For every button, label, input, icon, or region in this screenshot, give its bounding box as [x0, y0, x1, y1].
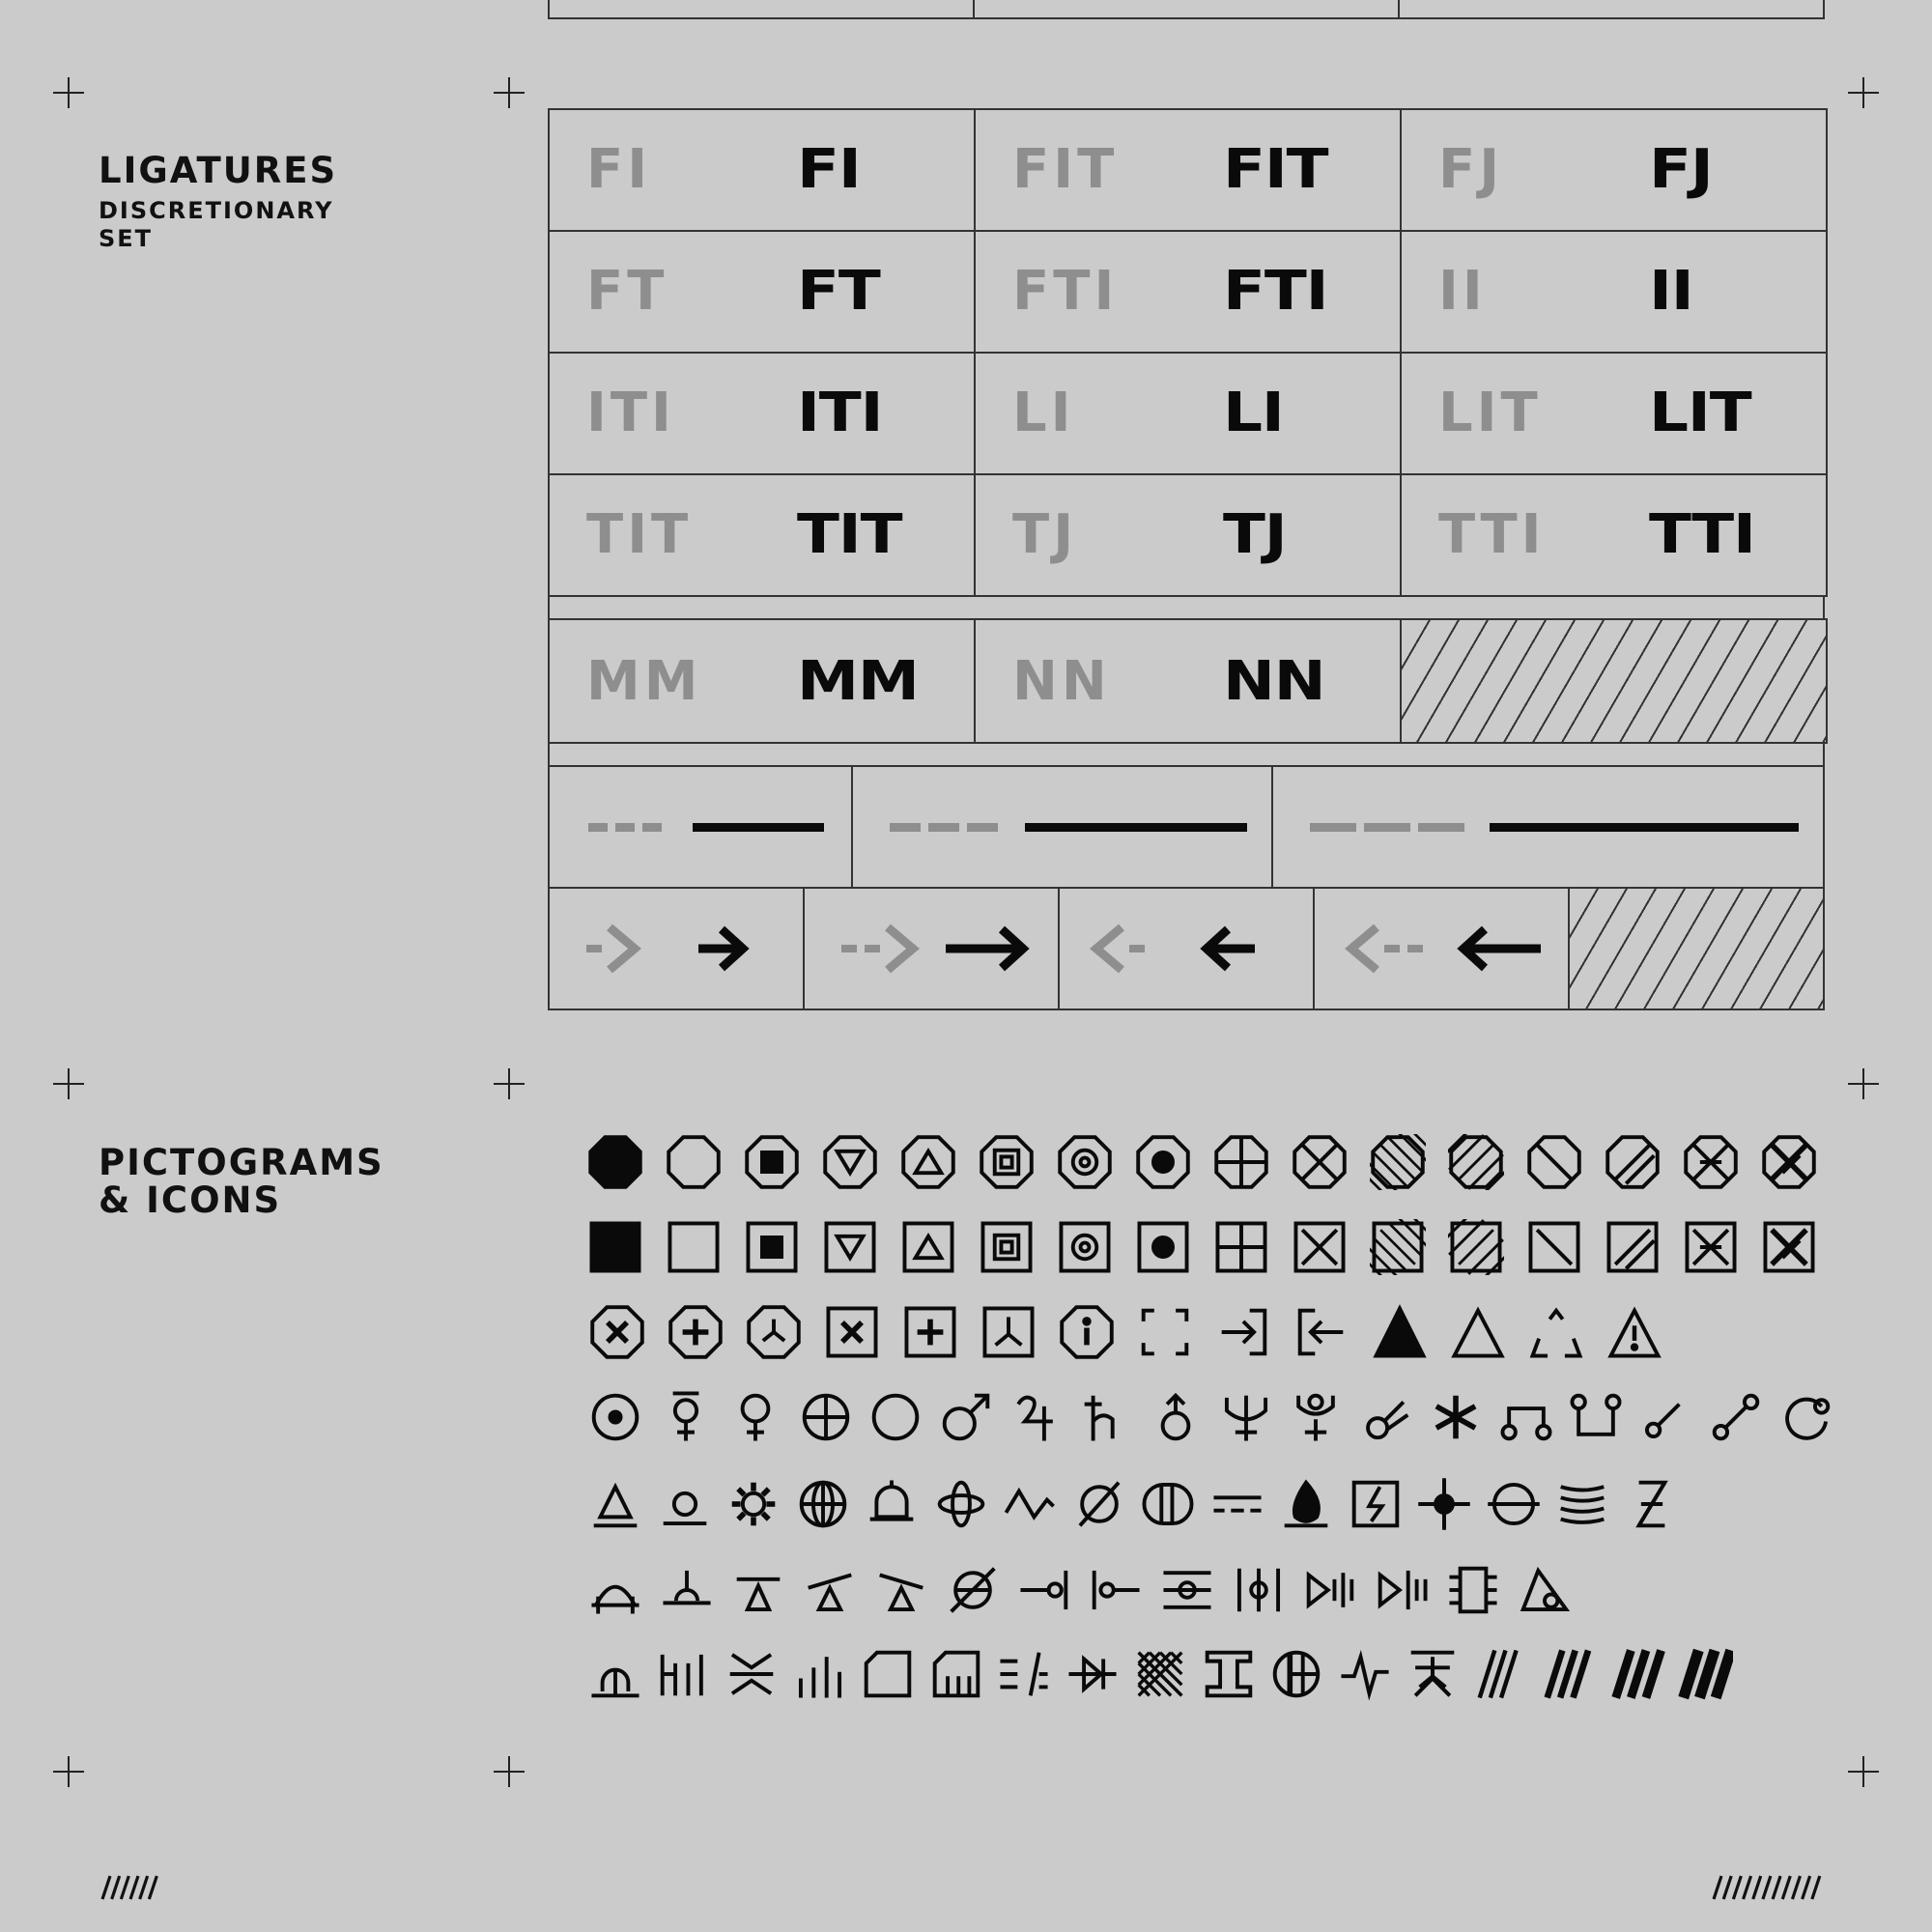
- grid-spacer: [548, 595, 1825, 620]
- octagon-up-triangle-icon: [900, 1134, 956, 1190]
- ligature-output: FTI: [1223, 260, 1328, 323]
- octagon-nested-square-icon: [979, 1134, 1035, 1190]
- ligature-input: TTI: [1438, 503, 1546, 566]
- ligatures-subtitle-2: SET: [99, 225, 154, 252]
- square-close-icon: [824, 1304, 880, 1360]
- octagon-down-triangle-icon: [822, 1134, 878, 1190]
- document-bars-icon: [928, 1646, 984, 1702]
- octagon-dot-icon: [1135, 1134, 1191, 1190]
- globe-cross-icon: [798, 1389, 854, 1445]
- ligature-cell: [974, 352, 1402, 475]
- scale-tilt-icon: [873, 1562, 929, 1618]
- node-link-icon: [1498, 1389, 1554, 1445]
- hyphen-mark: [615, 823, 635, 832]
- octagon-x-bold-icon: [1761, 1134, 1817, 1190]
- octagon-info-icon: [1059, 1304, 1115, 1360]
- slash-mark: [140, 1876, 148, 1899]
- chip-icon: [1445, 1562, 1501, 1618]
- crosshair-mark: [53, 77, 84, 108]
- square-ring-icon: [1057, 1219, 1113, 1275]
- crosshair-mark: [494, 1068, 525, 1099]
- i-beam-icon: [1201, 1646, 1257, 1702]
- octagon-radiation-icon: [746, 1304, 802, 1360]
- arrow-ligature-cell: [548, 887, 805, 1010]
- empty-set-icon: [1071, 1476, 1127, 1532]
- diode-icon: [1065, 1646, 1121, 1702]
- document-icon: [860, 1646, 916, 1702]
- footer-right-mark: [1710, 1874, 1824, 1905]
- ligature-input: NN: [1012, 650, 1111, 713]
- arrow-ligature-cell: [803, 887, 1060, 1010]
- square-grid-icon: [1213, 1219, 1269, 1275]
- play-bars-alt-icon: [1374, 1562, 1430, 1618]
- slash-mark: [112, 1876, 120, 1899]
- octagon-close-icon: [589, 1304, 645, 1360]
- square-slash-double-icon: [1605, 1219, 1661, 1275]
- ligature-cell: [1400, 473, 1828, 597]
- ligature-input: FJ: [1438, 138, 1504, 201]
- saturn-icon: [1078, 1389, 1134, 1445]
- slash-mark: [1733, 1876, 1741, 1899]
- jupiter-icon: [1008, 1389, 1064, 1445]
- square-down-triangle-icon: [822, 1219, 878, 1275]
- ligature-cell: [974, 473, 1402, 597]
- square-x-double-icon: [1683, 1219, 1739, 1275]
- square-x-bold-icon: [1761, 1219, 1817, 1275]
- snowflake-grid-icon: [1132, 1646, 1188, 1702]
- square-hatch-dense-icon: [1370, 1219, 1426, 1275]
- dash-line: [1025, 823, 1247, 832]
- ligature-output: FI: [797, 138, 861, 201]
- less-than-mark: [1096, 927, 1122, 970]
- triangle-icon: [1450, 1304, 1506, 1360]
- greater-than-mark: [888, 927, 913, 970]
- ratio-icon: [996, 1646, 1052, 1702]
- enter-icon: [1215, 1304, 1271, 1360]
- ligature-output: II: [1649, 260, 1693, 323]
- ligature-input: FTI: [1012, 260, 1119, 323]
- dna-icon: [1624, 1476, 1680, 1532]
- slash-mark: [102, 1876, 110, 1899]
- lightning-box-icon: [1348, 1476, 1404, 1532]
- octagon-plus-icon: [668, 1304, 724, 1360]
- stripes-heavy-icon: [1677, 1646, 1733, 1702]
- octagon-crosshair-icon: [1213, 1134, 1269, 1190]
- less-than-mark: [1351, 927, 1377, 970]
- circle-bar-icon: [1486, 1476, 1542, 1532]
- hyphen-mark: [586, 945, 602, 952]
- ligature-cell: [974, 230, 1402, 354]
- slash-mark: [1723, 1876, 1731, 1899]
- atom-icon: [933, 1476, 989, 1532]
- crosshair-mark: [1848, 1756, 1879, 1787]
- ligatures-subtitle: DISCRETIONARY: [99, 197, 334, 224]
- ligature-input: FI: [586, 138, 652, 201]
- capsule-icon: [1140, 1476, 1196, 1532]
- octagon-square-icon: [744, 1134, 800, 1190]
- uranus-icon: [1148, 1389, 1204, 1445]
- slash-mark: [1803, 1876, 1810, 1899]
- bell-icon: [864, 1476, 920, 1532]
- dash-line: [1490, 823, 1799, 832]
- omega-icon: [587, 1646, 643, 1702]
- pictograms-title: PICTOGRAMS: [99, 1142, 384, 1183]
- ligature-cell: [1400, 352, 1828, 475]
- hatched-empty-cell: [1400, 618, 1828, 744]
- square-hatch-icon: [1448, 1219, 1504, 1275]
- slash-mark: [149, 1876, 156, 1899]
- stripes-medium-icon: [1541, 1646, 1597, 1702]
- slash-mark: [121, 1876, 128, 1899]
- ligature-output: FIT: [1223, 138, 1328, 201]
- octagon-ring-icon: [1057, 1134, 1113, 1190]
- ligature-output: TTI: [1649, 503, 1755, 566]
- play-bars-icon: [1302, 1562, 1358, 1618]
- hatched-empty-cell: [1568, 887, 1825, 1010]
- ligature-output: LI: [1223, 382, 1284, 444]
- ligature-input: MM: [586, 650, 702, 713]
- slash-mark: [1744, 1876, 1751, 1899]
- dash-ligature-cell: [851, 765, 1273, 889]
- square-slash-icon: [1526, 1219, 1582, 1275]
- ligature-output: TJ: [1223, 503, 1287, 566]
- arrow-ligature-cell: [1058, 887, 1315, 1010]
- slash-mark: [1714, 1876, 1721, 1899]
- arrow-ligature-cell: [1313, 887, 1570, 1010]
- square-dot-icon: [1135, 1219, 1191, 1275]
- octagon-icon: [666, 1134, 722, 1190]
- ligature-output: ITI: [797, 382, 883, 444]
- sunrise-icon: [657, 1476, 713, 1532]
- bracket-bars-icon: [656, 1646, 712, 1702]
- water-waves-icon: [1554, 1476, 1610, 1532]
- octagon-x-double-icon: [1683, 1134, 1739, 1190]
- stripes-bold-icon: [1609, 1646, 1665, 1702]
- compress-icon: [724, 1646, 780, 1702]
- hyphen-mark: [1418, 823, 1464, 832]
- ligature-input: ITI: [586, 382, 675, 444]
- square-nested-square-icon: [979, 1219, 1035, 1275]
- octagon-hatch-dense-icon: [1370, 1134, 1426, 1190]
- square-x-icon: [1292, 1219, 1348, 1275]
- prev-table-cell: [548, 0, 975, 19]
- asterisk-icon: [1428, 1389, 1484, 1445]
- slash-mark: [130, 1876, 138, 1899]
- ligature-input: LI: [1012, 382, 1075, 444]
- arc-icon: [587, 1562, 643, 1618]
- stripes-thin-icon: [1473, 1646, 1529, 1702]
- square-icon: [666, 1219, 722, 1275]
- slash-mark: [1753, 1876, 1761, 1899]
- hyphen-mark: [642, 823, 662, 832]
- hyphen-mark: [588, 823, 608, 832]
- footer-left-mark: [99, 1874, 158, 1905]
- recycle-icon: [1528, 1304, 1584, 1360]
- triangle-base-icon: [587, 1476, 643, 1532]
- slider-vertical-icon: [1231, 1562, 1287, 1618]
- neptune-icon: [1218, 1389, 1274, 1445]
- ligature-cell: [1400, 230, 1828, 354]
- exit-icon: [1293, 1304, 1350, 1360]
- octagon-slash-double-icon: [1605, 1134, 1661, 1190]
- prev-table-cell: [973, 0, 1400, 19]
- square-person-icon: [980, 1304, 1037, 1360]
- ligature-output: LIT: [1649, 382, 1751, 444]
- dash-line: [693, 823, 824, 832]
- earth-symbol-icon: [658, 1389, 714, 1445]
- crosshair-mark: [494, 1756, 525, 1787]
- crosshair-icon: [1416, 1476, 1472, 1532]
- dash-ligature-cell: [1271, 765, 1825, 889]
- slider-icon: [1159, 1562, 1215, 1618]
- hyphen-mark: [865, 945, 880, 952]
- pulse-icon: [1337, 1646, 1393, 1702]
- balance-icon: [659, 1562, 715, 1618]
- slash-mark: [1773, 1876, 1780, 1899]
- hyphen-mark: [890, 823, 921, 832]
- ligature-input: II: [1438, 260, 1487, 323]
- hyphen-mark: [1364, 823, 1410, 832]
- ligature-output: FT: [797, 260, 880, 323]
- ligature-input: TJ: [1012, 503, 1078, 566]
- frame-corners-icon: [1137, 1304, 1193, 1360]
- ligature-cell: [548, 108, 976, 232]
- fire-icon: [1278, 1476, 1334, 1532]
- crosshair-mark: [1848, 1068, 1879, 1099]
- triangle-filled-icon: [1372, 1304, 1428, 1360]
- node-cup-icon: [1568, 1389, 1624, 1445]
- plug-left-icon: [1016, 1562, 1072, 1618]
- gear-icon: [725, 1476, 781, 1532]
- ligature-input: LIT: [1438, 382, 1542, 444]
- square-square-icon: [744, 1219, 800, 1275]
- square-up-triangle-icon: [900, 1219, 956, 1275]
- ligature-output: MM: [797, 650, 919, 713]
- ligature-cell: [548, 473, 976, 597]
- refresh-icon: [1778, 1389, 1834, 1445]
- ligature-cell: [974, 618, 1402, 744]
- hyphen-mark: [967, 823, 998, 832]
- venus-icon: [727, 1389, 783, 1445]
- bar-chart-icon: [792, 1646, 848, 1702]
- ligature-input: FIT: [1012, 138, 1119, 201]
- octagon-hatch-icon: [1448, 1134, 1504, 1190]
- person-icon: [1405, 1646, 1461, 1702]
- hyphen-mark: [1310, 823, 1356, 832]
- ligature-output: TIT: [797, 503, 902, 566]
- slash-mark: [1812, 1876, 1820, 1899]
- scale-tilt-left-icon: [802, 1562, 858, 1618]
- crosshair-mark: [53, 1756, 84, 1787]
- square-plus-icon: [902, 1304, 958, 1360]
- crosshair-mark: [53, 1068, 84, 1099]
- null-circle-icon: [945, 1562, 1001, 1618]
- hyphen-mark: [1407, 945, 1423, 952]
- crosshair-mark: [494, 77, 525, 108]
- signal-wave-icon: [1002, 1476, 1058, 1532]
- pictograms-title-2: & ICONS: [99, 1179, 282, 1221]
- ligature-input: TIT: [586, 503, 693, 566]
- dash-ligature-cell: [548, 765, 853, 889]
- greater-than-mark: [610, 927, 635, 970]
- slash-mark: [1792, 1876, 1800, 1899]
- split-circle-icon: [1268, 1646, 1324, 1702]
- hyphen-mark: [1384, 945, 1400, 952]
- hyphen-mark: [928, 823, 959, 832]
- dashes-icon: [1209, 1476, 1265, 1532]
- sun-symbol-icon: [587, 1389, 643, 1445]
- scale-tilt-right-icon: [730, 1562, 786, 1618]
- octagon-filled-icon: [587, 1134, 643, 1190]
- flask-icon: [1517, 1562, 1573, 1618]
- square-filled-icon: [587, 1219, 643, 1275]
- ligature-cell: [1400, 108, 1828, 232]
- ligature-input: FT: [586, 260, 668, 323]
- comet-icon: [1358, 1389, 1414, 1445]
- plug-right-icon: [1088, 1562, 1144, 1618]
- ligature-output: FJ: [1649, 138, 1713, 201]
- octagon-x-icon: [1292, 1134, 1348, 1190]
- node-short-icon: [1638, 1389, 1694, 1445]
- hyphen-mark: [841, 945, 857, 952]
- ligature-output: NN: [1223, 650, 1325, 713]
- ligature-cell: [548, 618, 976, 744]
- slash-mark: [1763, 1876, 1771, 1899]
- crosshair-mark: [1848, 77, 1879, 108]
- ligature-cell: [548, 352, 976, 475]
- globe-icon: [795, 1476, 851, 1532]
- hyphen-mark: [1129, 945, 1145, 952]
- circle-icon: [867, 1389, 923, 1445]
- slash-mark: [1782, 1876, 1790, 1899]
- ligature-cell: [548, 230, 976, 354]
- mars-icon: [938, 1389, 994, 1445]
- prev-table-cell: [1398, 0, 1825, 19]
- ligature-cell: [974, 108, 1402, 232]
- octagon-slash-icon: [1526, 1134, 1582, 1190]
- node-connect-icon: [1708, 1389, 1764, 1445]
- pluto-icon: [1288, 1389, 1344, 1445]
- warning-icon: [1606, 1304, 1662, 1360]
- grid-spacer: [548, 742, 1825, 767]
- ligatures-title: LIGATURES: [99, 150, 338, 191]
